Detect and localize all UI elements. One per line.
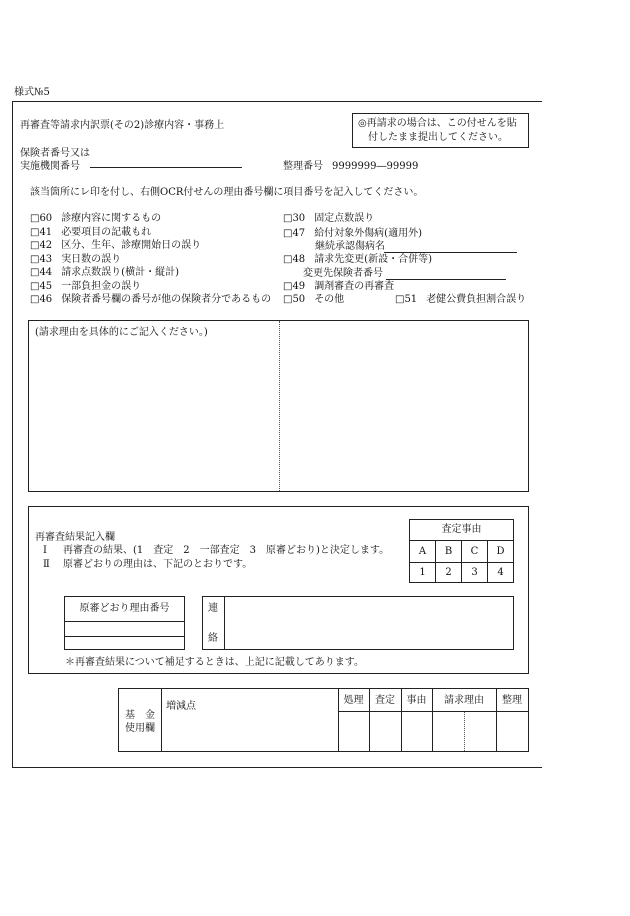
contact-box[interactable] — [202, 596, 514, 650]
col-reason: 事由 — [406, 695, 427, 706]
continuing-disease-field[interactable] — [384, 252, 517, 253]
checkbox-item-60[interactable] — [30, 213, 161, 225]
item-code: □30 — [283, 213, 306, 224]
reason-placeholder: (請求理由を具体的にご記入ください。) — [35, 327, 208, 338]
supplement-note: ＊再審査結果について補足するときは、上記に記載してあります。 — [65, 657, 364, 668]
checkbox-item-46[interactable] — [30, 294, 271, 306]
result-line2-num: Ⅱ — [43, 559, 50, 570]
orig-reason-number-box — [64, 596, 185, 650]
item-label: 一部負担金の誤り — [61, 281, 142, 292]
reason-letter-d: D — [496, 546, 505, 557]
col-processing: 処理 — [343, 695, 364, 706]
reason-textarea[interactable] — [28, 320, 529, 492]
result-line2: 原審どおりの理由は、下記のとおりです。 — [63, 559, 253, 570]
increase-decrease-label: 増減点 — [166, 701, 196, 712]
frame-top — [12, 101, 542, 102]
result-title: 再審査結果記入欄 — [35, 532, 115, 543]
table-divider — [464, 711, 465, 751]
frame-left — [12, 101, 13, 767]
contact-label-bottom: 絡 — [208, 633, 218, 644]
ref-number-value: 9999999―99999 — [332, 161, 419, 172]
table-divider — [224, 597, 225, 649]
continuing-disease-label: 継続承認傷病名 — [315, 241, 385, 252]
reason-number-3: 3 — [471, 567, 478, 578]
result-line1-num: Ⅰ — [43, 545, 47, 556]
item-label: 給付対象外傷病(適用外) — [314, 228, 422, 239]
frame-bottom — [12, 767, 542, 768]
checkbox-item-30[interactable] — [283, 213, 374, 225]
item-label: 必要項目の記載もれ — [61, 227, 152, 238]
form-number: 様式№5 — [14, 87, 50, 98]
ref-number-label: 整理番号 — [283, 161, 323, 172]
item-code: □46 — [30, 294, 53, 305]
result-section — [28, 506, 529, 674]
item-label: 老健公費負担割合誤り — [426, 294, 527, 305]
fund-use-table — [118, 688, 529, 752]
checkbox-item-51[interactable] — [395, 294, 526, 306]
notice-line2: 付したまま提出してください。 — [368, 132, 508, 143]
new-insurer-label: 変更先保険者番号 — [303, 268, 383, 279]
reason-number-4: 4 — [497, 567, 504, 578]
item-code: □49 — [283, 281, 306, 292]
item-label: その他 — [314, 294, 345, 305]
checkbox-item-45[interactable] — [30, 281, 141, 293]
item-label: 区分、生年、診療開始日の誤り — [61, 240, 202, 251]
col-claim-reason: 請求理由 — [444, 695, 484, 706]
item-code: □47 — [283, 228, 306, 239]
item-label: 実日数の誤り — [61, 254, 122, 265]
checkbox-item-42[interactable] — [30, 240, 201, 252]
item-code: □43 — [30, 254, 53, 265]
form-title: 再審査等請求内訳票(その2)診療内容・事務上 — [20, 120, 225, 131]
item-code: □51 — [395, 294, 418, 305]
orig-reason-field-2[interactable] — [65, 637, 184, 649]
item-code: □48 — [283, 254, 306, 265]
checkbox-item-48[interactable] — [283, 254, 432, 266]
item-code: □60 — [30, 213, 53, 224]
item-code: □50 — [283, 294, 306, 305]
item-label: 固定点数誤り — [314, 213, 375, 224]
assessment-reason-table — [409, 519, 514, 583]
reason-letter-c: C — [470, 546, 479, 557]
result-line1: 再審査の結果、(1 査定 2 一部査定 3 原審どおり)と決定します。 — [63, 545, 390, 556]
insurer-label-1: 保険者番号又は — [20, 148, 90, 159]
reason-number-2: 2 — [445, 567, 452, 578]
item-code: □41 — [30, 227, 53, 238]
item-code: □42 — [30, 240, 53, 251]
checkbox-item-44[interactable] — [30, 267, 179, 279]
col-assessment: 査定 — [375, 695, 395, 706]
item-label: 請求点数誤り(横計・縦計) — [61, 267, 179, 278]
item-label: 保険者番号欄の番号が他の保険者分であるもの — [61, 294, 272, 305]
fund-label-1: 基 金 — [125, 710, 155, 721]
orig-reason-field-1[interactable] — [65, 622, 184, 635]
checkbox-item-50[interactable] — [283, 294, 344, 306]
item-label: 請求先変更(新設・合併等) — [314, 254, 432, 265]
insurer-label-2: 実施機関番号 — [20, 161, 80, 172]
contact-label-top: 連 — [208, 603, 218, 614]
item-label: 調剤審査の再審査 — [314, 281, 395, 292]
checkbox-item-49[interactable] — [283, 281, 394, 293]
instruction-text: 該当箇所にレ印を付し、右側OCR付せんの理由番号欄に項目番号を記入してください。 — [30, 187, 424, 198]
reason-letter-b: B — [444, 546, 453, 557]
orig-reason-label: 原審どおり理由番号 — [79, 603, 170, 614]
center-divider — [279, 321, 280, 491]
insurer-number-field[interactable] — [90, 167, 242, 168]
resubmit-notice — [352, 113, 529, 148]
new-insurer-field[interactable] — [386, 279, 506, 280]
checkbox-item-43[interactable] — [30, 254, 121, 266]
notice-line1: ◎再請求の場合は、この付せんを貼 — [358, 118, 517, 129]
reason-letter-a: A — [418, 546, 427, 557]
fund-label-2: 使用欄 — [125, 723, 155, 734]
item-code: □44 — [30, 267, 53, 278]
assessment-reason-header: 査定事由 — [441, 524, 482, 535]
reason-number-1: 1 — [419, 567, 426, 578]
table-divider — [161, 689, 162, 751]
item-label: 診療内容に関するもの — [61, 213, 162, 224]
checkbox-item-41[interactable] — [30, 227, 151, 239]
checkbox-item-47[interactable] — [283, 228, 422, 240]
item-code: □45 — [30, 281, 53, 292]
table-divider — [338, 711, 528, 712]
col-arrangement: 整理 — [502, 695, 522, 706]
